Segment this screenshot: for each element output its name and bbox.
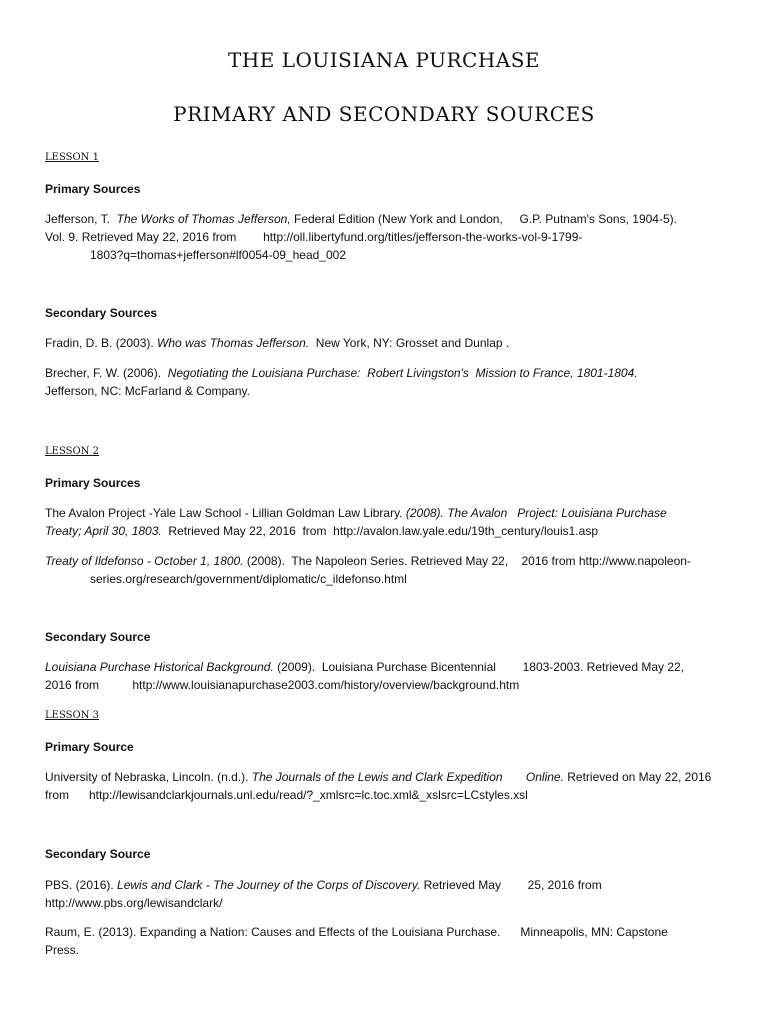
document-title: THE LOUISIANA PURCHASE <box>227 48 541 72</box>
lesson-3-secondary-ref-2: Raum, E. (2013). Expanding a Nation: Causes and Effects of the Louisiana Purchase. Minneapolis, MN: Capstone Press. <box>45 925 668 957</box>
lesson-1-primary-heading: Primary Sources <box>45 182 141 196</box>
lesson-1-secondary-heading: Secondary Sources <box>45 306 158 320</box>
lesson-2-primary-heading: Primary Sources <box>45 476 141 490</box>
lesson-3-secondary-ref-1: PBS. (2016). Lewis and Clark - The Journey of the Corps of Discovery. Retrieved May 25, 2016 from http://www.pbs.org/lewisandclark/ <box>45 878 602 910</box>
lesson-1-primary-ref-1: Jefferson, T. The Works of Thomas Jefferson, Federal Edition (New York and London, G.P. Putnam's Sons, 1904-5). Vol. 9. Retrieved May 22, 2016 from http://oll.libertyfund.org/titles/jefferson-the-works-vol-9-1799- 1803?q=thomas+jefferson#lf0054-09_head_002 <box>45 212 677 262</box>
lesson-3-primary-heading: Primary Source <box>45 740 134 754</box>
lesson-2-secondary-ref-1: Louisiana Purchase Historical Background. (2009). Louisiana Purchase Bicentennial 1803-2003. Retrieved May 22, 2016 from http://www.louisianapurchase2003.com/history/overview/background.htm <box>45 660 685 692</box>
lesson-2-primary-ref-1: The Avalon Project -Yale Law School - Lillian Goldman Law Library. (2008). The Avalon Project: Louisiana Purchase Treaty; April 30, 1803. Retrieved May 22, 2016 from http://avalon.law.yale.edu/19th_century/louis1.asp <box>45 506 667 538</box>
lesson-3-label: LESSON 3 <box>45 710 99 721</box>
lesson-3-primary-ref-1: University of Nebraska, Lincoln. (n.d.). The Journals of the Lewis and Clark Expedition Online. Retrieved on May 22, 2016 from http://lewisandclarkjournals.unl.edu/read/?_xmlsrc=lc.toc.xml&_xslsrc=LCstyles.xsl <box>45 770 712 802</box>
lesson-1-secondary-ref-1: Fradin, D. B. (2003). Who was Thomas Jefferson. New York, NY: Grosset and Dunlap . <box>45 336 510 350</box>
lesson-2-label: LESSON 2 <box>45 446 99 457</box>
lesson-1-label: LESSON 1 <box>45 152 99 163</box>
document-subtitle: PRIMARY AND SECONDARY SOURCES <box>173 102 595 126</box>
lesson-3-secondary-heading: Secondary Source <box>45 847 151 861</box>
lesson-2-secondary-heading: Secondary Source <box>45 630 151 644</box>
lesson-2-primary-ref-2: Treaty of Ildefonso - October 1, 1800. (2008). The Napoleon Series. Retrieved May 22, 2016 from http://www.napoleon- series.org/research/government/diplomatic/c_ildefonso.html <box>45 554 691 586</box>
lesson-1-secondary-ref-2: Brecher, F. W. (2006). Negotiating the Louisiana Purchase: Robert Livingston's Mission to France, 1801-1804. Jefferson, NC: McFarland & Company. <box>45 366 638 398</box>
